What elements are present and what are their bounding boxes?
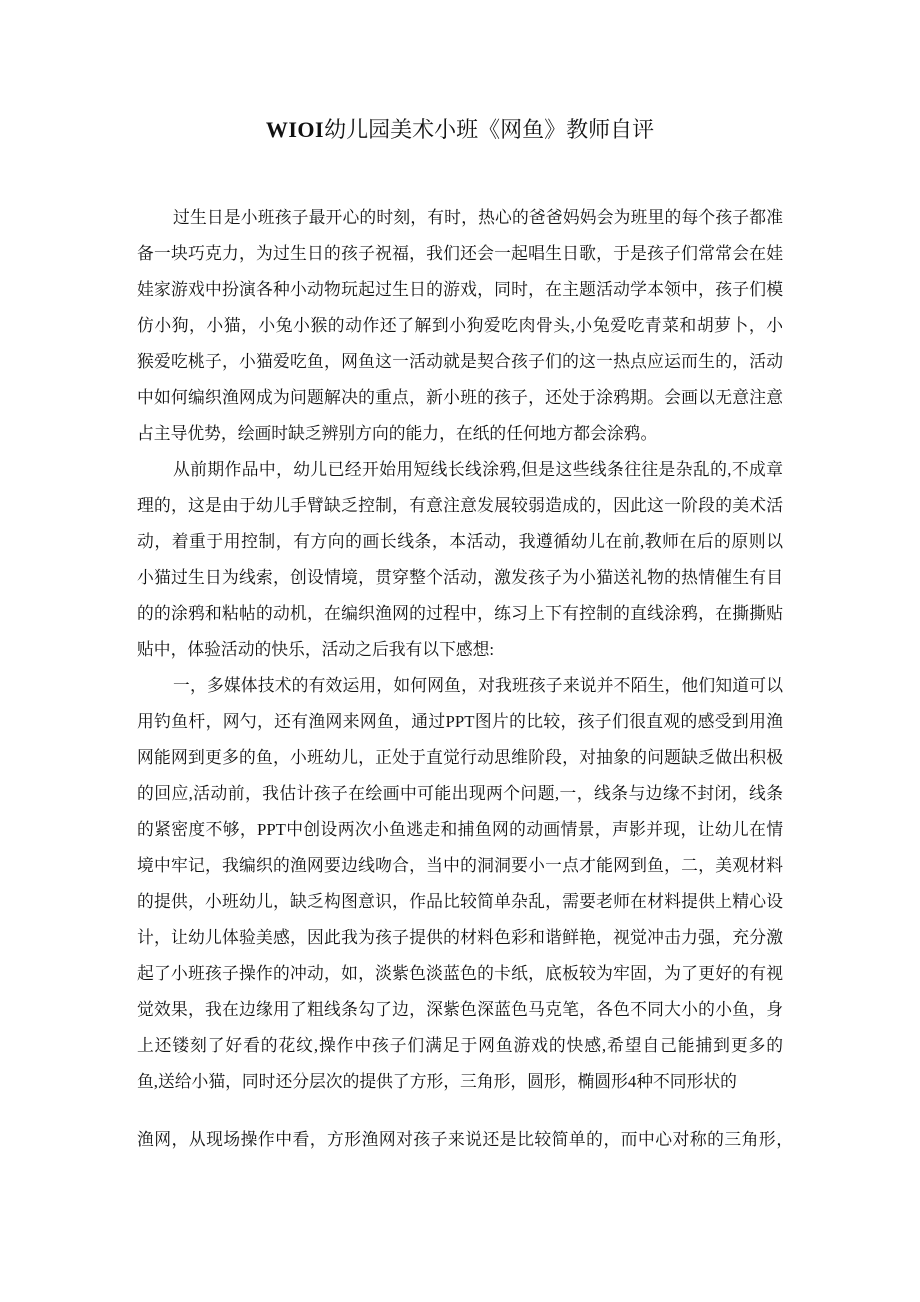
text-line: 的紧密度不够，PPT中创设两次小鱼逃走和捕鱼网的动画情景，声影并现，让幼儿在情 xyxy=(137,820,783,839)
text-line: 渔网，从现场操作中看，方形渔网对孩子来说还是比较简单的，而中心对称的三角形， xyxy=(137,1130,793,1149)
text-line: 娃家游戏中扮演各种小动物玩起过生日的游戏，同时，在主题活动学本领中，孩子们模 xyxy=(137,280,783,299)
title-prefix: WIOI xyxy=(265,117,325,142)
text-line: 过生日是小班孩子最开心的时刻，有时，热心的爸爸妈妈会为班里的每个孩子都准 xyxy=(173,208,783,227)
text-line: 一，多媒体技术的有效运用，如何网鱼，对我班孩子来说并不陌生，他们知道可以 xyxy=(173,676,783,695)
page-title xyxy=(0,115,920,145)
text-line: 网能网到更多的鱼，小班幼儿，正处于直觉行动思维阶段，对抽象的问题缺乏做出积极 xyxy=(137,748,783,767)
paragraph-3 xyxy=(137,668,783,1100)
text-line: 贴中，体验活动的快乐，活动之后我有以下感想: xyxy=(137,640,495,659)
text-line: 仿小狗，小猫，小兔小猴的动作还了解到小狗爱吃肉骨头,小兔爱吃青菜和胡萝卜，小 xyxy=(137,316,783,335)
paragraph-2 xyxy=(137,452,783,668)
text-line: 从前期作品中，幼儿已经开始用短线长线涂鸦,但是这些线条往往是杂乱的,不成章 xyxy=(173,460,783,479)
text-line: 用钓鱼杆，网勺，还有渔网来网鱼，通过PPT图片的比较，孩子们很直观的感受到用渔 xyxy=(137,712,783,731)
text-line: 上还镂刻了好看的花纹,操作中孩子们满足于网鱼游戏的快感,希望自己能捕到更多的 xyxy=(137,1036,783,1055)
text-line: 占主导优势，绘画时缺乏辨别方向的能力，在纸的任何地方都会涂鸦。 xyxy=(137,424,658,443)
text-line: 鱼,送给小猫，同时还分层次的提供了方形，三角形，圆形，椭圆形4种不同形状的 xyxy=(137,1072,737,1091)
text-line: 备一块巧克力，为过生日的孩子祝福，我们还会一起唱生日歌，于是孩子们常常会在娃 xyxy=(137,244,783,263)
title-text: 幼儿园美术小班《网鱼》教师自评 xyxy=(324,117,655,142)
document-body xyxy=(137,200,783,1100)
paragraph-1 xyxy=(137,200,783,452)
text-line: 的回应,活动前，我估计孩子在绘画中可能出现两个问题,一，线条与边缘不封闭，线条 xyxy=(137,784,783,803)
text-line: 猴爱吃桃子，小猫爱吃鱼，网鱼这一活动就是契合孩子们的这一热点应运而生的，活动 xyxy=(137,352,783,371)
text-line: 中如何编织渔网成为问题解决的重点，新小班的孩子，还处于涂鸦期。会画以无意注意 xyxy=(137,388,783,407)
text-line: 的的涂鸦和粘帖的动机，在编织渔网的过程中，练习上下有控制的直线涂鸦，在撕撕贴 xyxy=(137,604,783,623)
text-line: 的提供，小班幼儿，缺乏构图意识，作品比较简单杂乱，需要老师在材料提供上精心设 xyxy=(137,892,783,911)
text-line: 觉效果，我在边缘用了粗线条勾了边，深紫色深蓝色马克笔，各色不同大小的小鱼，身 xyxy=(137,1000,783,1019)
text-line: 计，让幼儿体验美感，因此我为孩子提供的材料色彩和谐鲜艳，视觉冲击力强，充分激 xyxy=(137,928,783,947)
text-line: 起了小班孩子操作的冲动，如，淡紫色淡蓝色的卡纸，底板较为牢固，为了更好的有视 xyxy=(137,964,783,983)
text-line: 理的，这是由于幼儿手臂缺乏控制，有意注意发展较弱造成的，因此这一阶段的美术活 xyxy=(137,496,783,515)
text-line: 动，着重于用控制，有方向的画长线条，本活动，我遵循幼儿在前,教师在后的原则以 xyxy=(137,532,783,551)
continued-paragraph xyxy=(137,1122,793,1158)
text-line: 境中牢记，我编织的渔网要边线吻合，当中的洞洞要小一点才能网到鱼，二，美观材料 xyxy=(137,856,783,875)
text-line: 小猫过生日为线索，创设情境，贯穿整个活动，激发孩子为小猫送礼物的热情催生有目 xyxy=(137,568,783,587)
